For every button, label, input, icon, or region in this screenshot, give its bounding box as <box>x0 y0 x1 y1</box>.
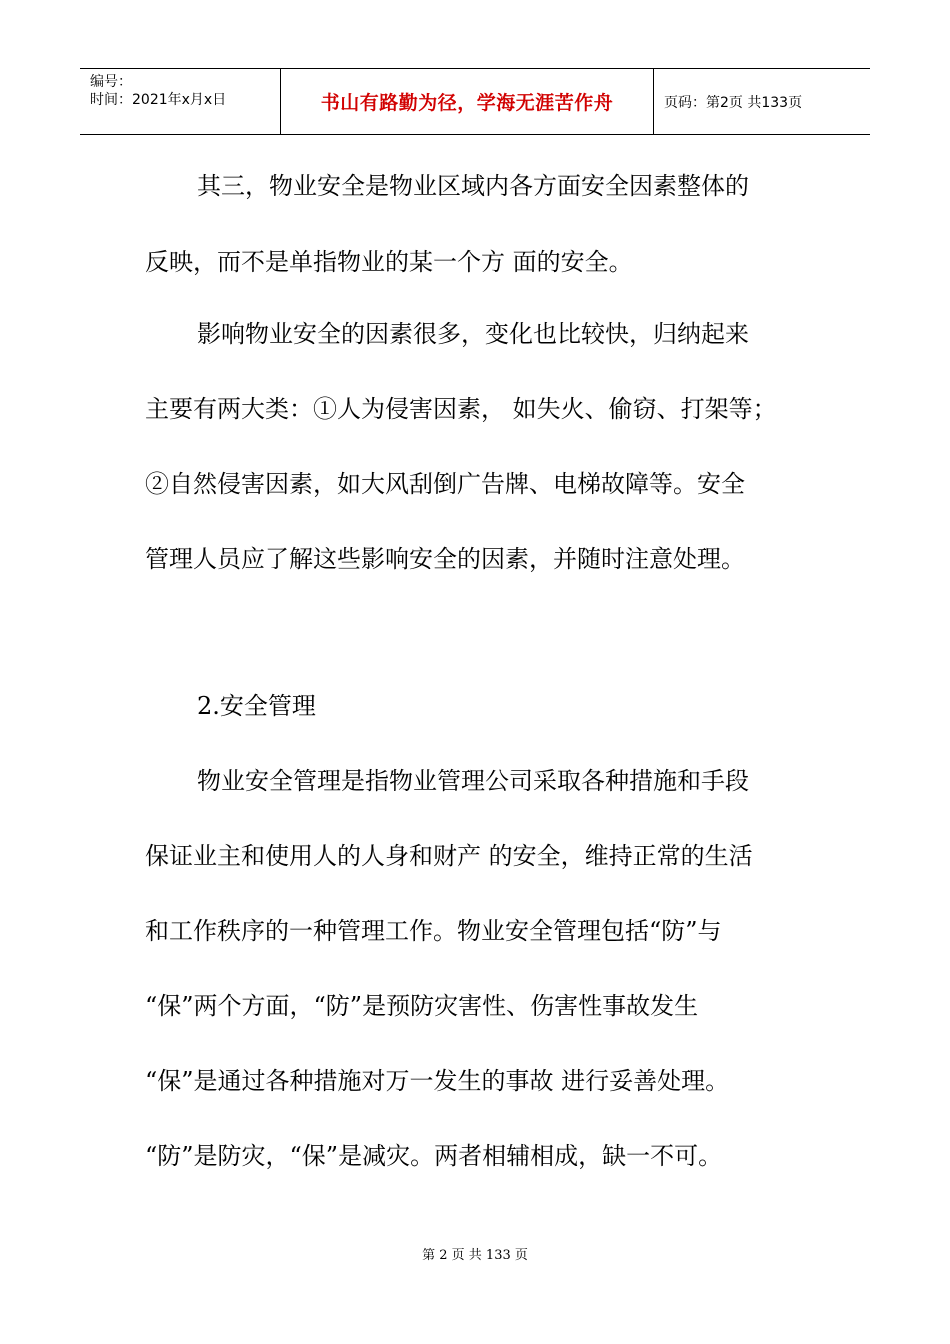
paragraph-line: “保”两个方面，“防”是预防灾害性、伤害性事故发生 <box>145 992 699 1020</box>
paragraph-line: 主要有两大类：①人为侵害因素， 如失火、偷窃、打架等； <box>145 395 777 423</box>
paragraph-1 <box>145 168 825 281</box>
paragraph-line: 反映，而不是单指物业的某一个方 面的安全。 <box>145 248 633 276</box>
paragraph-line: 物业安全管理是指物业管理公司采取各种措施和手段 <box>197 767 749 795</box>
section-heading-text: 2.安全管理 <box>197 692 316 720</box>
header-motto-cell <box>281 69 654 134</box>
paragraph-line: 保证业主和使用人的人身和财产 的安全，维持正常的生活 <box>145 842 753 870</box>
paragraph-line: 和工作秩序的一种管理工作。物业安全管理包括“防”与 <box>145 917 722 945</box>
paragraph-line: “防”是防灾，“保”是减灾。两者相辅相成，缺一不可。 <box>145 1142 723 1170</box>
paragraph-line: “保”是通过各种措施对万一发生的事故 进行妥善处理。 <box>145 1067 730 1095</box>
paragraph-line: ②自然侵害因素，如大风刮倒广告牌、电梯故障等。安全 <box>145 470 745 498</box>
paragraph-2 <box>145 316 825 578</box>
motto: 书山有路勤为径，学海无涯苦作舟 <box>320 92 614 114</box>
paragraph-line: 影响物业安全的因素很多，变化也比较快，归纳起来 <box>197 320 749 348</box>
paragraph-3 <box>145 763 825 1175</box>
section-heading <box>145 688 825 725</box>
time-label: 时间：2021年x月x日 <box>90 92 227 108</box>
paragraph-line: 其三，物业安全是物业区域内各方面安全因素整体的 <box>197 172 749 200</box>
header-table <box>80 68 870 135</box>
header-meta-cell <box>80 69 281 134</box>
page-info: 页码：第2页 共133页 <box>664 94 803 111</box>
code-label: 编号： <box>90 74 132 90</box>
paragraph-line: 管理人员应了解这些影响安全的因素，并随时注意处理。 <box>145 545 745 573</box>
footer-page-number: 第 2 页 共 133 页 <box>422 1248 528 1263</box>
header-page-cell <box>654 69 870 134</box>
